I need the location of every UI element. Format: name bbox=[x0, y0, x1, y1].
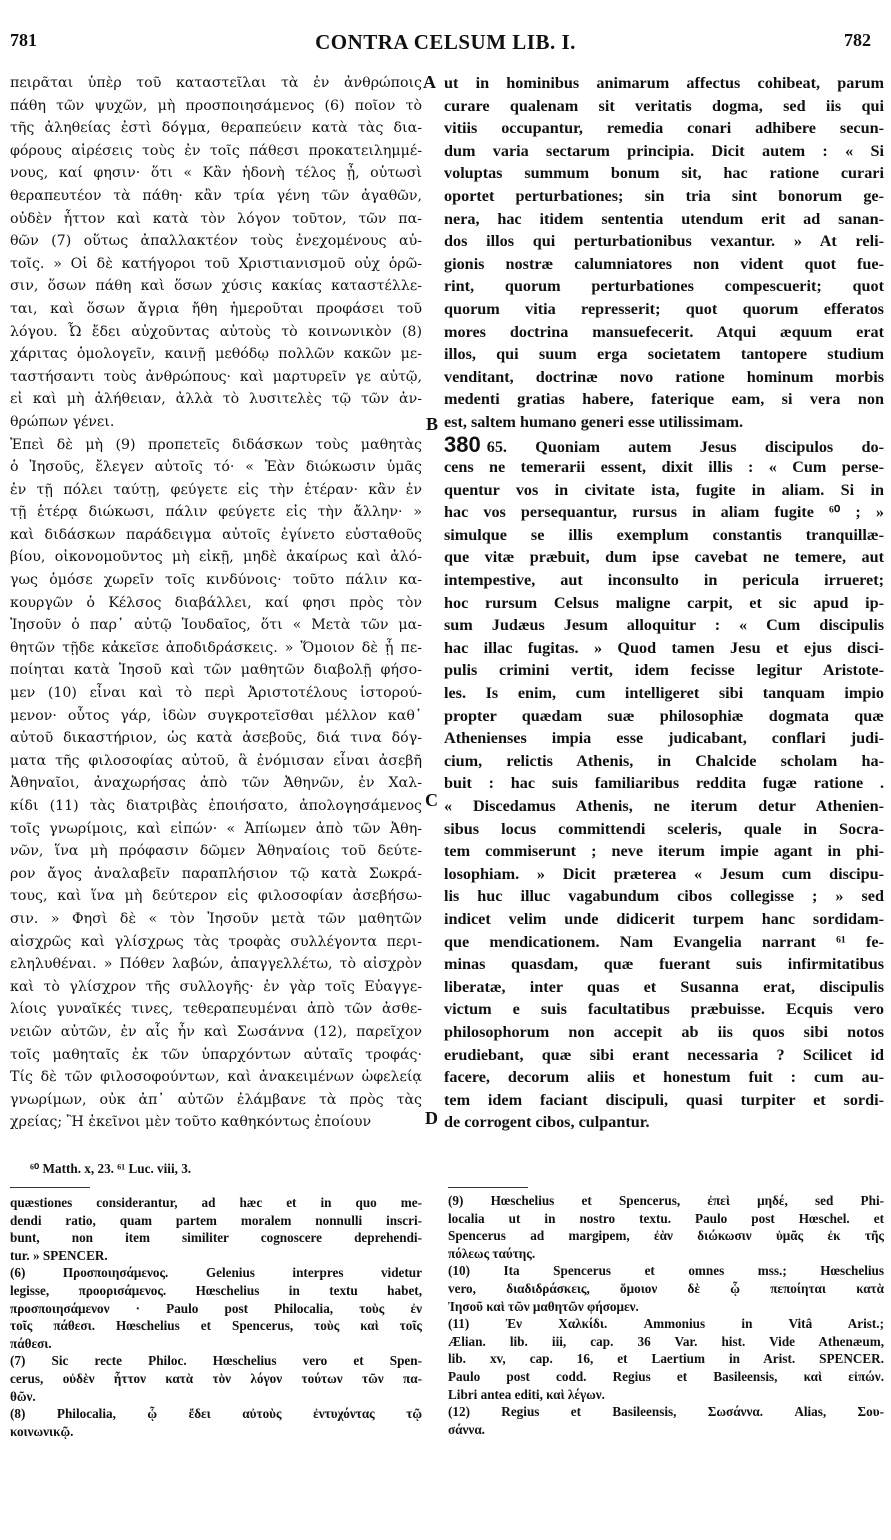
latin-text-line: venditant, doctrinæ novo ratione hominum morbis bbox=[444, 367, 884, 386]
latin-text-line: hac illac fugitas. » Quod tamen Jesu et ejus disci- bbox=[444, 638, 884, 657]
greek-text-line: γνωρίμων, οὐκ ἀπ᾽ αὐτῶν ἐλάμβανε τὰ πρὸς τὰς bbox=[10, 1091, 422, 1108]
greek-text-line: οὐδὲν ἧττον καὶ κατὰ τὸν λόγον τοῦτον, τῶν πα- bbox=[10, 210, 422, 227]
scripture-references bbox=[30, 1160, 420, 1178]
latin-text-line: cens ne temerarii essent, dixit illis : « Cum perse- bbox=[444, 458, 884, 477]
latin-text-line: est, saltem humano generi esse utilissimam. bbox=[444, 412, 743, 431]
greek-text-line: κίδι (11) τὰς διατριβὰς ἐποιήσατο, ἀπολογησάμενος bbox=[10, 798, 422, 814]
greek-text-line: ται, καὶ ὅσων ἄγρια ἤθη ἡμεροῦται προφάσει τοῦ bbox=[10, 300, 422, 317]
note-line: προσποιησάμενον · Paulo post Philocalia, τοὺς ἐν bbox=[10, 1300, 422, 1316]
latin-text-line: quentur vos in civitate ista, fugite in aliam. Si in bbox=[444, 480, 884, 499]
paragraph-text: 65. Quoniam autem Jesus discipulos do- bbox=[486, 437, 884, 456]
latin-text-line: tem idem faciant discipuli, quasi turpiter et sordi- bbox=[444, 1090, 884, 1109]
note-line: Paulo post codd. Regius et Basileensis, καὶ εἰπών. bbox=[448, 1368, 884, 1384]
latin-text-line: liberatæ, inter quas et Susanna erat, discipulis bbox=[444, 977, 884, 996]
latin-text-line: quorum vitia represserit; quot quorum efferatos bbox=[444, 299, 884, 318]
latin-text-line: hac vos persequantur, rursus in aliam fugite ⁶⁰ ; » bbox=[444, 503, 884, 522]
latin-text-line: ut in hominibus animarum affectus cohibeat, parum bbox=[444, 74, 884, 92]
note-line: (10) Ita Spencerus et omnes mss.; Hœschelius bbox=[448, 1263, 884, 1279]
greek-text-line: σιν, ὅσων πάθη καὶ ὅσων χύσις κακίας καταστέλλε- bbox=[10, 278, 422, 295]
note-line: legisse, προορισάμενος. Hœschelius in textu habet, bbox=[10, 1282, 422, 1298]
greek-text-line: χάριτας ὁμολογεῖν, καινῇ μεθόδῳ πολλῶν κακῶν με- bbox=[10, 346, 422, 363]
note-line: cerus, οὐδὲν ἧττον κατὰ τὸν λόγον τούτων τῶν πα- bbox=[10, 1370, 422, 1386]
latin-text-line bbox=[444, 434, 884, 457]
note-line: (7) Sic recte Philoc. Hœschelius vero et Spen- bbox=[10, 1353, 422, 1369]
latin-text-line: lis huc illuc vagabundum cibos collegisse ; » sed bbox=[444, 887, 884, 906]
greek-text-line: λίοις γυναῖκές τινες, τεθεραπευμέναι ἀπὸ τῶν ἀσθε- bbox=[10, 1001, 422, 1018]
latin-text-line: les. Is enim, cum intelligeret sibi tanquam impio bbox=[444, 684, 884, 703]
note-line: lib. xv, cap. 16, et Laertium in Arist. SPENCER. bbox=[448, 1351, 884, 1367]
latin-text-line: vitiis occupantur, remedia conari adhibere secun- bbox=[444, 119, 884, 138]
greek-text-line: τῇ ἑτέρᾳ διώκωσι, πάλιν φεύγετε εἰς τὴν ἄλλην· » bbox=[10, 504, 422, 521]
greek-text-line: τοῖς. » Οἱ δὲ κατήγοροι τοῦ Χριστιανισμοῦ οὐχ ὁρῶ- bbox=[10, 255, 422, 272]
greek-text-line: Ἰησοῦν ὁ παρ᾽ αὐτῷ Ἰουδαῖος, ὅτι « Μετὰ τῶν μα- bbox=[10, 617, 422, 634]
greek-text-line: χρείας; Ἢ ἐκεῖνοι μὲν τοῦτο καθηκόντως ἐποίουν bbox=[10, 1114, 372, 1131]
note-line: (12) Regius et Basileensis, Σωσάννα. Alias, Σου- bbox=[448, 1404, 884, 1420]
left-page-number: 781 bbox=[10, 30, 37, 50]
latin-text-line: victum e suis facultatibus præbuisse. Ecquis vero bbox=[444, 1000, 884, 1019]
greek-text-line: ματα τῆς φιλοσοφίας αὐτοῦ, ἃ ἐνόμισαν εἶναι ἀσεβῆ bbox=[10, 752, 422, 769]
greek-text-line: πειρᾶται ὑπὲρ τοῦ καταστεῖλαι τὰ ἐν ἀνθρώποις bbox=[10, 75, 422, 91]
latin-text-line: Athenienses impia esse judicabant, conflari judi- bbox=[444, 729, 884, 748]
notes-right-column bbox=[448, 1192, 884, 1438]
latin-text-line: de corrogent cibos, culpantur. bbox=[444, 1113, 650, 1132]
footnote-divider-left bbox=[10, 1187, 90, 1188]
column-number: 380 bbox=[444, 433, 481, 457]
greek-text-line: καὶ τὸ γλίσχρον τῆς συλλογῆς· ἐν γὰρ τοῖς Εὐαγγε- bbox=[10, 978, 422, 995]
latin-text-line: oportet perturbationes; sin tria sint bonorum ge- bbox=[444, 186, 884, 205]
latin-text-line: tem commiserunt ; neve iterum impie agant in phi- bbox=[444, 842, 884, 861]
latin-text-line: nera, hac itidem sententia utendum erit ad sanan- bbox=[444, 209, 884, 228]
latin-text-line: buit : hac suis familiaribus reddita fugæ ratione . bbox=[444, 774, 884, 793]
greek-text-line: ταστήσαντι τοὺς ἀνθρώπους· καὶ μαρτυρεῖν γε αὐτῷ, bbox=[10, 368, 422, 385]
note-line: localia ut in nostro textu. Paulo post Hœschel. et bbox=[448, 1210, 884, 1226]
latin-text-line: minas quasdam, quæ fuerant suis infirmitatibus bbox=[444, 955, 884, 974]
note-line: (8) Philocalia, ᾧ ἔδει αὐτοὺς ἐντυχόντας τῷ bbox=[10, 1406, 422, 1422]
greek-text-line: Ἐπεὶ δὲ μὴ (9) προπετεῖς διδάσκων τοὺς μαθητὰς bbox=[10, 436, 422, 453]
latin-text-column bbox=[444, 72, 884, 1134]
greek-text-line: ποίηται κατὰ Ἰησοῦ καὶ τῶν μαθητῶν διαβολῇ φήσο- bbox=[10, 662, 422, 679]
latin-text-line: gionis nostræ calumniatores non vident quot fue- bbox=[444, 254, 884, 273]
greek-text-line: μεν (10) εἶναι καὶ τὸ περὶ Ἀριστοτέλους ἱστορού- bbox=[10, 685, 422, 702]
scripture-reference-line: ⁶⁰ Matth. x, 23. ⁶¹ Luc. viii, 3. bbox=[30, 1161, 192, 1176]
greek-text-line: κουργῶν ὁ Κέλσος διαβάλλει, καί φησι πρὸς τὸν bbox=[10, 594, 422, 611]
greek-text-line: ρον ἄγος ἀναλαβεῖν παραπλήσιον τῷ κατὰ Σωκρά- bbox=[10, 865, 422, 882]
latin-text-line: illos, qui suum erga societatem tantopere studium bbox=[444, 345, 884, 364]
note-line: (9) Hœschelius et Spencerus, ἐπεὶ μηδέ, sed Phi- bbox=[448, 1193, 884, 1208]
running-title: CONTRA CELSUM LIB. I. bbox=[315, 30, 576, 54]
note-line: Libri antea editi, καὶ λέγων. bbox=[448, 1386, 605, 1402]
latin-text-line: voluptas summum bonum sit, hac ratione curari bbox=[444, 164, 884, 183]
greek-text-line: τῆς ἀληθείας ἐστὶ δόγμα, θεραπεύειν κατὰ τὰς δια- bbox=[10, 120, 422, 137]
footnote-divider-right bbox=[448, 1187, 528, 1188]
latin-text-line: mores doctrina mansuefecerit. Atqui æquum erat bbox=[444, 322, 884, 341]
greek-text-line: καὶ διδάσκων παράδειγμα αὐτοῖς ἐγίνετο εὐσταθοῦς bbox=[10, 526, 422, 543]
note-line: πόλεως ταύτης. bbox=[448, 1245, 536, 1261]
note-line: κοινωνικῷ. bbox=[10, 1423, 74, 1439]
greek-text-line: νῶν, ἵνα μὴ πρόφασιν δῶμεν Ἀθηναίοις τοῦ δεύτε- bbox=[10, 843, 422, 860]
greek-text-line: πάθη τῶν ψυχῶν, μὴ προσποιησάμενος (6) ποῖον τὸ bbox=[10, 97, 422, 114]
greek-text-line: νειῶν αὐτῶν, ἐν αἷς ἦν καὶ Σωσάννα (12), παρεῖχον bbox=[10, 1023, 422, 1040]
note-line: bunt, non item similiter cognoscere deprehendi- bbox=[10, 1230, 422, 1246]
greek-text-line: εἰ καὶ μὴ ἀλήθειαν, ἀλλὰ τὸ λυσιτελὲς τῷ τῶν ἀν- bbox=[10, 391, 422, 408]
note-line: Ælian. lib. iii, cap. 36 Var. hist. Vide Athenæum, bbox=[448, 1333, 884, 1349]
latin-text-line: dum varia sectarum principia. Dicit autem : « Si bbox=[444, 141, 884, 160]
greek-text-line: μενον· οὗτος γάρ, ἰδὼν συγκροτεῖσθαι μέλλον καθ᾽ bbox=[10, 707, 422, 724]
note-line: θῶν. bbox=[10, 1388, 36, 1404]
greek-text-line: ἐν τῇ πόλει ταύτῃ, φεύγετε εἰς τὴν ἑτέραν· κἂν ἐν bbox=[10, 481, 422, 498]
latin-text-line: indicet velim unde didicerit turpem hanc sordidam- bbox=[444, 909, 884, 928]
note-line: tur. » SPENCER. bbox=[10, 1247, 108, 1263]
latin-text-line: intempestive, aut inconsulto in pericula irrueret; bbox=[444, 571, 884, 590]
latin-text-line: facere, decorum aliis et honestum fuit : cum au- bbox=[444, 1068, 884, 1087]
greek-text-line: φόρους αἱρέσεις τοὺς ἐν τοῖς πάθεσι προκατειλημμέ- bbox=[10, 142, 422, 159]
latin-text-line: « Discedamus Athenis, ne iterum detur Athenien- bbox=[444, 797, 884, 815]
margin-letter-c: C bbox=[425, 790, 438, 810]
greek-text-line: τους, καὶ ἵνα μὴ δεύτερον εἰς φιλοσοφίαν ἀσεβήσω- bbox=[10, 888, 422, 905]
latin-text-line: philosophorum non accepit ab iis quos sibi notos bbox=[444, 1022, 884, 1041]
margin-letter-b: B bbox=[426, 414, 439, 434]
latin-text-line: propter quædam suæ philosophiæ dogmata quæ bbox=[444, 706, 884, 725]
latin-text-line: sum Judæus Jesum alloquitur : « Cum discipulis bbox=[444, 616, 884, 635]
greek-text-line: λόγου. Ὦ ἔδει αὐχοῦντας αὐτοὺς τὸ κοινωνικὸν (8) bbox=[10, 323, 422, 340]
greek-text-line: γως ὁμόσε χωρεῖν τοῖς κινδύνοις· τοῦτο πάλιν κα- bbox=[10, 572, 422, 589]
greek-text-line: βίου, οἰκονομοῦντος μὴ εἰκῇ, μηδὲ ἀκαίρως καὶ ἀλό- bbox=[10, 549, 422, 566]
greek-text-line: νους, καί φησιν· ὅτι « Κἂν ἡδονὴ τέλος ᾖ, οὑτωσὶ bbox=[10, 165, 422, 182]
note-line: πάθεσι. bbox=[10, 1335, 52, 1351]
latin-text-line: simulque se illis exemplum constantis tranquillæ- bbox=[444, 525, 884, 544]
latin-text-line: hoc rursum Celsus maligne carpit, et sic apud ip- bbox=[444, 593, 884, 612]
greek-text-line: Ἀθηναῖοι, ἀναχωρήσας ἀπὸ τῶν Ἀθηνῶν, ἐν Χαλ- bbox=[10, 775, 422, 792]
latin-text-line: pulis crimini vertit, idem fecisse legitur Aristote- bbox=[444, 661, 884, 680]
note-line: dendi ratio, quam partem moralem nonnulli inscri- bbox=[10, 1212, 422, 1228]
greek-text-line: ὁ Ἰησοῦς, ἔλεγεν αὐτοῖς τό· « Ἐὰν διώκωσιν ὑμᾶς bbox=[10, 459, 422, 476]
greek-text-line: εληλυθέναι. » Πόθεν λαβών, ἀπαγγελλέτω, τὸ αἰσχρὸν bbox=[10, 956, 422, 973]
latin-text-line: que vitæ præbuit, dum ipse cavebat ne temere, aut bbox=[444, 548, 884, 567]
greek-text-line: σιν. » Φησὶ δὲ « τὸν Ἰησοῦν μετὰ τῶν μαθητῶν bbox=[10, 910, 422, 927]
greek-text-line: τοῖς γνωρίμοις, καὶ εἰπών· « Ἀπίωμεν ἀπὸ τῶν Ἀθη- bbox=[10, 820, 422, 837]
greek-text-line: τοῖς μαθηταῖς ἐκ τῶν ὑπαρχόντων αὐταῖς τροφάς· bbox=[10, 1046, 422, 1063]
latin-text-line: que mendicationem. Nam Evangelia narrant ⁶¹ fe- bbox=[444, 932, 884, 951]
latin-text-line: curare qualenam sit veritatis dogma, sed iis qui bbox=[444, 96, 884, 115]
note-line: τοῖς πάθεσι. Hœschelius et Spencerus, τοὺς καὶ τοῖς bbox=[10, 1318, 422, 1334]
greek-text-line: αἰσχρῶς καὶ γλίσχρως τὰς τροφὰς συλλέγοντα περι- bbox=[10, 933, 422, 950]
notes-left-column bbox=[10, 1194, 422, 1440]
greek-text-line: θρώπων γένει. bbox=[10, 413, 115, 430]
note-line: quæstiones considerantur, ad hæc et in quo me- bbox=[10, 1195, 422, 1210]
latin-text-line: cium, relictis Athenis, in Chalcide scholam ha- bbox=[444, 751, 884, 770]
latin-text-line: medenti gratias habere, faterique eam, si vera non bbox=[444, 390, 884, 409]
greek-text-line: θητῶν τῇδε κἀκεῖσε ἀποδιδράσκεις. » Ὅμοιον δὲ ᾗ πε- bbox=[10, 639, 422, 656]
margin-letter-d: D bbox=[425, 1108, 438, 1128]
note-line: (11) Ἐν Χαλκίδι. Ammonius in Vitâ Arist.; bbox=[448, 1316, 884, 1332]
margin-letter-a: A bbox=[423, 72, 436, 92]
latin-text-line: losophiam. » Dicit præterea « Jesum cum discipu- bbox=[444, 864, 884, 883]
latin-text-line: sibus locus committendi sceleris, quale in Socra- bbox=[444, 819, 884, 838]
greek-text-line: Τίς δὲ τῶν φιλοσοφούντων, καὶ ἀνακειμένων ὠφελείᾳ bbox=[10, 1069, 422, 1086]
note-line: vero, διαδιδράσκεις, ὅμοιον δὲ ᾧ πεποίηται κατὰ bbox=[448, 1280, 884, 1296]
latin-text-line: rint, quorum perturbationes compescuerit; quot bbox=[444, 277, 884, 296]
latin-text-line: erudiebant, quæ sibi erant necessaria ? Scilicet id bbox=[444, 1045, 884, 1064]
note-line: (6) Προσποιησάμενος. Gelenius interpres videtur bbox=[10, 1265, 422, 1281]
greek-text-line: θεραπευτέον τὰ πάθη· κἂν τρία γένη τῶν ἀγαθῶν, bbox=[10, 187, 422, 204]
greek-text-line: θῶν (7) οὕτως ἀπαλλακτέον τοὺς ἐνεχομένους αὐ- bbox=[10, 233, 422, 250]
greek-text-column bbox=[10, 72, 422, 1134]
right-page-number: 782 bbox=[844, 30, 871, 50]
latin-text-line: dos illos qui perturbationibus vexantur. » At reli- bbox=[444, 232, 884, 251]
note-line: Spencerus ad margipem, ἐὰν διώκωσιν ὑμᾶς ἐκ τῆς bbox=[448, 1228, 884, 1244]
note-line: σάννα. bbox=[448, 1421, 485, 1437]
greek-text-line: αὐτοῦ δικαστήριον, ὡς κατὰ ἀσεβοῦς, διά τινα δόγ- bbox=[10, 730, 422, 747]
note-line: Ἰησοῦ καὶ τῶν μαθητῶν φήσομεν. bbox=[448, 1298, 639, 1314]
